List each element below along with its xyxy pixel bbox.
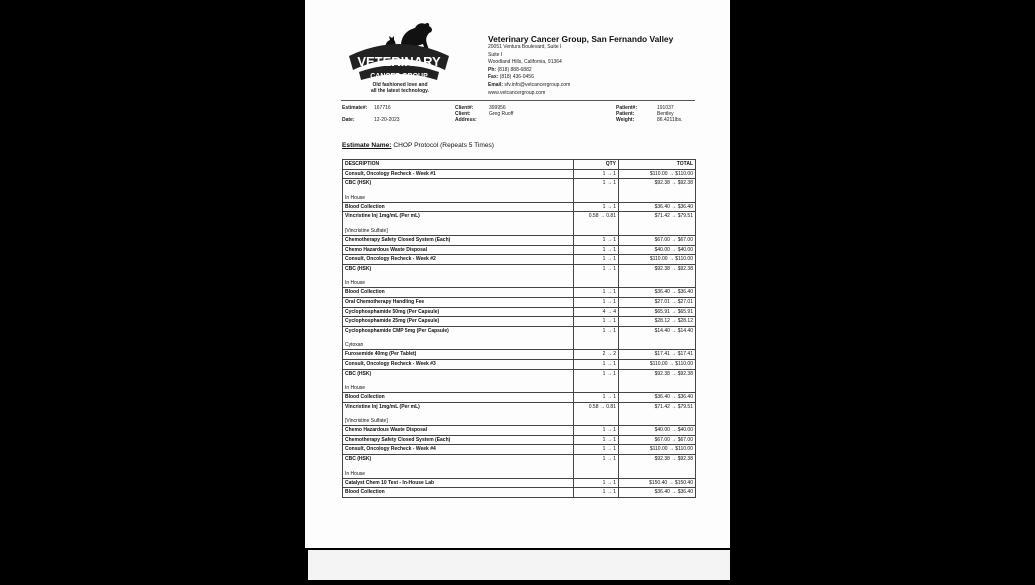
item-description-cell: [343, 235, 574, 245]
date-label: Date:: [342, 117, 355, 123]
next-page-edge: [308, 550, 730, 580]
item-total: $40.00 → $40.00: [619, 245, 696, 255]
table-row: [343, 359, 696, 369]
item-description-cell: [343, 488, 574, 498]
patient-weight: 86.4211lbs.: [657, 117, 683, 123]
clinic-tagline: [355, 82, 445, 94]
table-row: [343, 179, 696, 203]
item-total: $67.00 → $67.00: [619, 435, 696, 445]
table-header-row: [343, 160, 696, 170]
clinic-name: Veterinary Cancer Group, San Fernando Valley: [488, 34, 674, 44]
item-description: Consult, Oncology Recheck - Week #4: [345, 446, 436, 453]
table-row: [343, 245, 696, 255]
item-description-cell: [343, 369, 574, 393]
client-info-block: [455, 105, 513, 124]
item-description-cell: [343, 264, 574, 288]
item-description-cell: [343, 326, 574, 350]
item-description: Chemo Hazardous Waste Disposal: [345, 246, 428, 253]
table-row: [343, 235, 696, 245]
item-qty: 1 → 1: [574, 435, 619, 445]
item-description: Furosemide 40mg (Per Tablet): [345, 351, 417, 358]
item-total: $14.40 → $14.40: [619, 326, 696, 350]
item-note: [Vincristine Sulfate]: [345, 418, 388, 425]
item-description-cell: [343, 297, 574, 307]
item-qty: 1 → 1: [574, 488, 619, 498]
client-name: Greg Ruoff: [489, 111, 514, 117]
item-qty: 4 → 4: [574, 307, 619, 317]
item-total: $65.91 → $65.91: [619, 307, 696, 317]
item-description: Vincristine Inj 1mg/mL (Per mL): [345, 403, 420, 410]
table-row: [343, 435, 696, 445]
clinic-address-2: Suite I: [488, 51, 503, 58]
item-total: $110.00 → $110.00: [619, 359, 696, 369]
item-qty: 1 → 1: [574, 245, 619, 255]
item-description-cell: [343, 255, 574, 265]
item-description: Consult, Oncology Recheck - Week #3: [345, 360, 436, 367]
item-description: Consult, Oncology Recheck - Week #1: [345, 170, 436, 177]
client-number-label: Client#:: [455, 105, 474, 111]
patient-name: Bentley: [657, 111, 674, 117]
table-row: [343, 212, 696, 236]
table-row: [343, 288, 696, 298]
table-row: [343, 402, 696, 426]
estimate-name-label: Estimate Name:: [342, 142, 392, 149]
patient-info-block: [616, 105, 682, 123]
item-qty: 1 → 1: [574, 235, 619, 245]
patient-label: Patient:: [616, 111, 635, 117]
item-description: Cyclophosphamide CMP 5mg (Per Capsule): [345, 327, 449, 334]
item-qty: 1 → 1: [574, 393, 619, 403]
patient-number: 191037: [657, 105, 674, 111]
table-row: [343, 488, 696, 498]
item-total: $110.00 → $110.00: [619, 445, 696, 455]
item-description-cell: [343, 435, 574, 445]
patient-number-label: Patient#:: [616, 105, 638, 111]
clinic-contact-block: [488, 34, 673, 97]
item-description: CBC (HSK): [345, 456, 372, 463]
item-description: CBC (HSK): [345, 265, 372, 272]
client-label: Client:: [455, 111, 471, 117]
item-qty: 1 → 1: [574, 202, 619, 212]
fax-value: (818) 436-0456: [499, 74, 534, 81]
item-qty: 0.58 → 0.81: [574, 402, 619, 426]
item-qty: 0.58 → 0.81: [574, 212, 619, 236]
table-row: [343, 369, 696, 393]
item-total: $67.00 → $67.00: [619, 235, 696, 245]
item-description: Consult, Oncology Recheck - Week #2: [345, 256, 436, 263]
item-description: Blood Collection: [345, 203, 385, 210]
estimate-number: 167716: [374, 105, 391, 111]
clinic-website: www.vetcancergroup.com: [488, 89, 546, 96]
item-total: $40.00 → $40.00: [619, 426, 696, 436]
item-note: In House: [345, 280, 366, 287]
table-row: [343, 297, 696, 307]
fax-label: Fax:: [488, 74, 499, 81]
item-note: In House: [345, 194, 366, 201]
table-row: [343, 169, 696, 179]
tagline-line-1: Old fashioned love and: [372, 82, 428, 88]
item-description: Chemotherapy Safety Closed System (Each): [345, 236, 451, 243]
item-description-cell: [343, 393, 574, 403]
item-note: Cytoxan: [345, 342, 364, 349]
item-qty: 1 → 1: [574, 169, 619, 179]
clinic-phone: [488, 67, 673, 75]
item-note: In House: [345, 470, 366, 477]
item-qty: 1 → 1: [574, 445, 619, 455]
item-qty: 1 → 1: [574, 264, 619, 288]
item-description-cell: [343, 445, 574, 455]
estimate-name-value: CHOP Protocol (Repeats 5 Times): [393, 142, 494, 149]
table-row: [343, 426, 696, 436]
header-qty: QTY: [574, 160, 619, 170]
weight-label: Weight:: [616, 117, 635, 123]
item-total: $36.40 → $36.40: [619, 488, 696, 498]
item-description: Blood Collection: [345, 289, 385, 296]
client-number: 399956: [489, 105, 506, 111]
item-note: [Vincristine Sulfate]: [345, 227, 388, 234]
item-description-cell: [343, 179, 574, 203]
item-description: CBC (HSK): [345, 370, 372, 377]
item-description: Cyclophosphamide 50mg (Per Capsule): [345, 308, 440, 315]
item-total: $36.40 → $36.40: [619, 202, 696, 212]
table-row: [343, 317, 696, 327]
table-body: [343, 169, 696, 497]
phone-value: (818) 888-6882: [497, 66, 532, 73]
item-description-cell: [343, 212, 574, 236]
table-row: [343, 455, 696, 479]
tagline-line-2: all the latest technology.: [371, 88, 429, 94]
item-total: $27.01 → $27.01: [619, 297, 696, 307]
item-total: $92.38 → $92.38: [619, 369, 696, 393]
item-description: Blood Collection: [345, 394, 385, 401]
table-row: [343, 445, 696, 455]
estimate-info-block: [342, 105, 400, 124]
item-description: Chemotherapy Safety Closed System (Each): [345, 436, 451, 443]
table-row: [343, 264, 696, 288]
item-description-cell: [343, 350, 574, 360]
item-description-cell: [343, 307, 574, 317]
item-total: $17.41 → $17.41: [619, 350, 696, 360]
estimate-line-items-table: [342, 159, 696, 498]
table-row: [343, 202, 696, 212]
item-total: $92.38 → $92.38: [619, 264, 696, 288]
item-total: $92.38 → $92.38: [619, 179, 696, 203]
item-total: $71.42 → $79.51: [619, 212, 696, 236]
item-description: Blood Collection: [345, 489, 385, 496]
item-total: $71.42 → $79.51: [619, 402, 696, 426]
item-qty: 1 → 1: [574, 478, 619, 488]
email-label: Email:: [488, 81, 504, 88]
item-description: CBC (HSK): [345, 180, 372, 187]
item-qty: 1 → 1: [574, 255, 619, 265]
table-row: [343, 478, 696, 488]
item-description: Catalyst Chem 10 Test - In-House Lab: [345, 479, 435, 486]
email-value: sfv.info@vetcancergroup.com: [504, 81, 571, 88]
item-qty: 1 → 1: [574, 369, 619, 393]
item-qty: 2 → 2: [574, 350, 619, 360]
item-total: $110.00 → $110.00: [619, 255, 696, 265]
estimate-date: 12-20-2023: [374, 117, 400, 123]
item-qty: 1 → 1: [574, 297, 619, 307]
item-qty: 1 → 1: [574, 455, 619, 479]
item-description-cell: [343, 455, 574, 479]
item-note: In House: [345, 385, 366, 392]
clinic-address-1: 20051 Ventura Boulevard, Suite I: [488, 44, 562, 50]
item-description-cell: [343, 426, 574, 436]
item-description-cell: [343, 288, 574, 298]
item-qty: 1 → 1: [574, 326, 619, 350]
item-qty: 1 → 1: [574, 288, 619, 298]
item-total: $92.38 → $92.38: [619, 455, 696, 479]
phone-label: Ph:: [488, 66, 497, 73]
logo-subtitle-text: CANCER GROUP: [370, 73, 428, 80]
table-row: [343, 255, 696, 265]
table-row: [343, 350, 696, 360]
item-description: Oral Chemotherapy Handling Fee: [345, 298, 425, 305]
item-total: $150.40 → $150.40: [619, 478, 696, 488]
clinic-fax: [488, 74, 673, 82]
item-total: $110.00 → $110.00: [619, 169, 696, 179]
table-row: [343, 326, 696, 350]
item-total: $28.12 → $28.12: [619, 317, 696, 327]
item-qty: 1 → 1: [574, 426, 619, 436]
item-description: Chemo Hazardous Waste Disposal: [345, 427, 428, 434]
item-description-cell: [343, 402, 574, 426]
item-qty: 1 → 1: [574, 317, 619, 327]
item-description: Vincristine Inj 1mg/mL (Per mL): [345, 213, 420, 220]
header-divider: [341, 100, 695, 101]
estimate-name: [342, 142, 494, 149]
item-description-cell: [343, 169, 574, 179]
logo-title-text: VETERINARY: [357, 54, 441, 69]
item-description-cell: [343, 202, 574, 212]
item-description-cell: [343, 245, 574, 255]
estimate-number-label: Estimate#:: [342, 105, 368, 111]
item-description-cell: [343, 478, 574, 488]
item-qty: 1 → 1: [574, 359, 619, 369]
item-description-cell: [343, 359, 574, 369]
table-row: [343, 393, 696, 403]
item-description: Cyclophosphamide 25mg (Per Capsule): [345, 318, 440, 325]
item-total: $36.40 → $36.40: [619, 288, 696, 298]
item-qty: 1 → 1: [574, 179, 619, 203]
header-total: TOTAL: [619, 160, 696, 170]
clinic-email: [488, 82, 673, 90]
table-row: [343, 307, 696, 317]
address-label: Address:: [455, 117, 477, 123]
clinic-address-3: Woodland Hills, California, 91364: [488, 59, 562, 66]
item-total: $36.40 → $36.40: [619, 393, 696, 403]
header-description: DESCRIPTION: [343, 160, 574, 170]
document-page: [305, 0, 730, 548]
item-description-cell: [343, 317, 574, 327]
